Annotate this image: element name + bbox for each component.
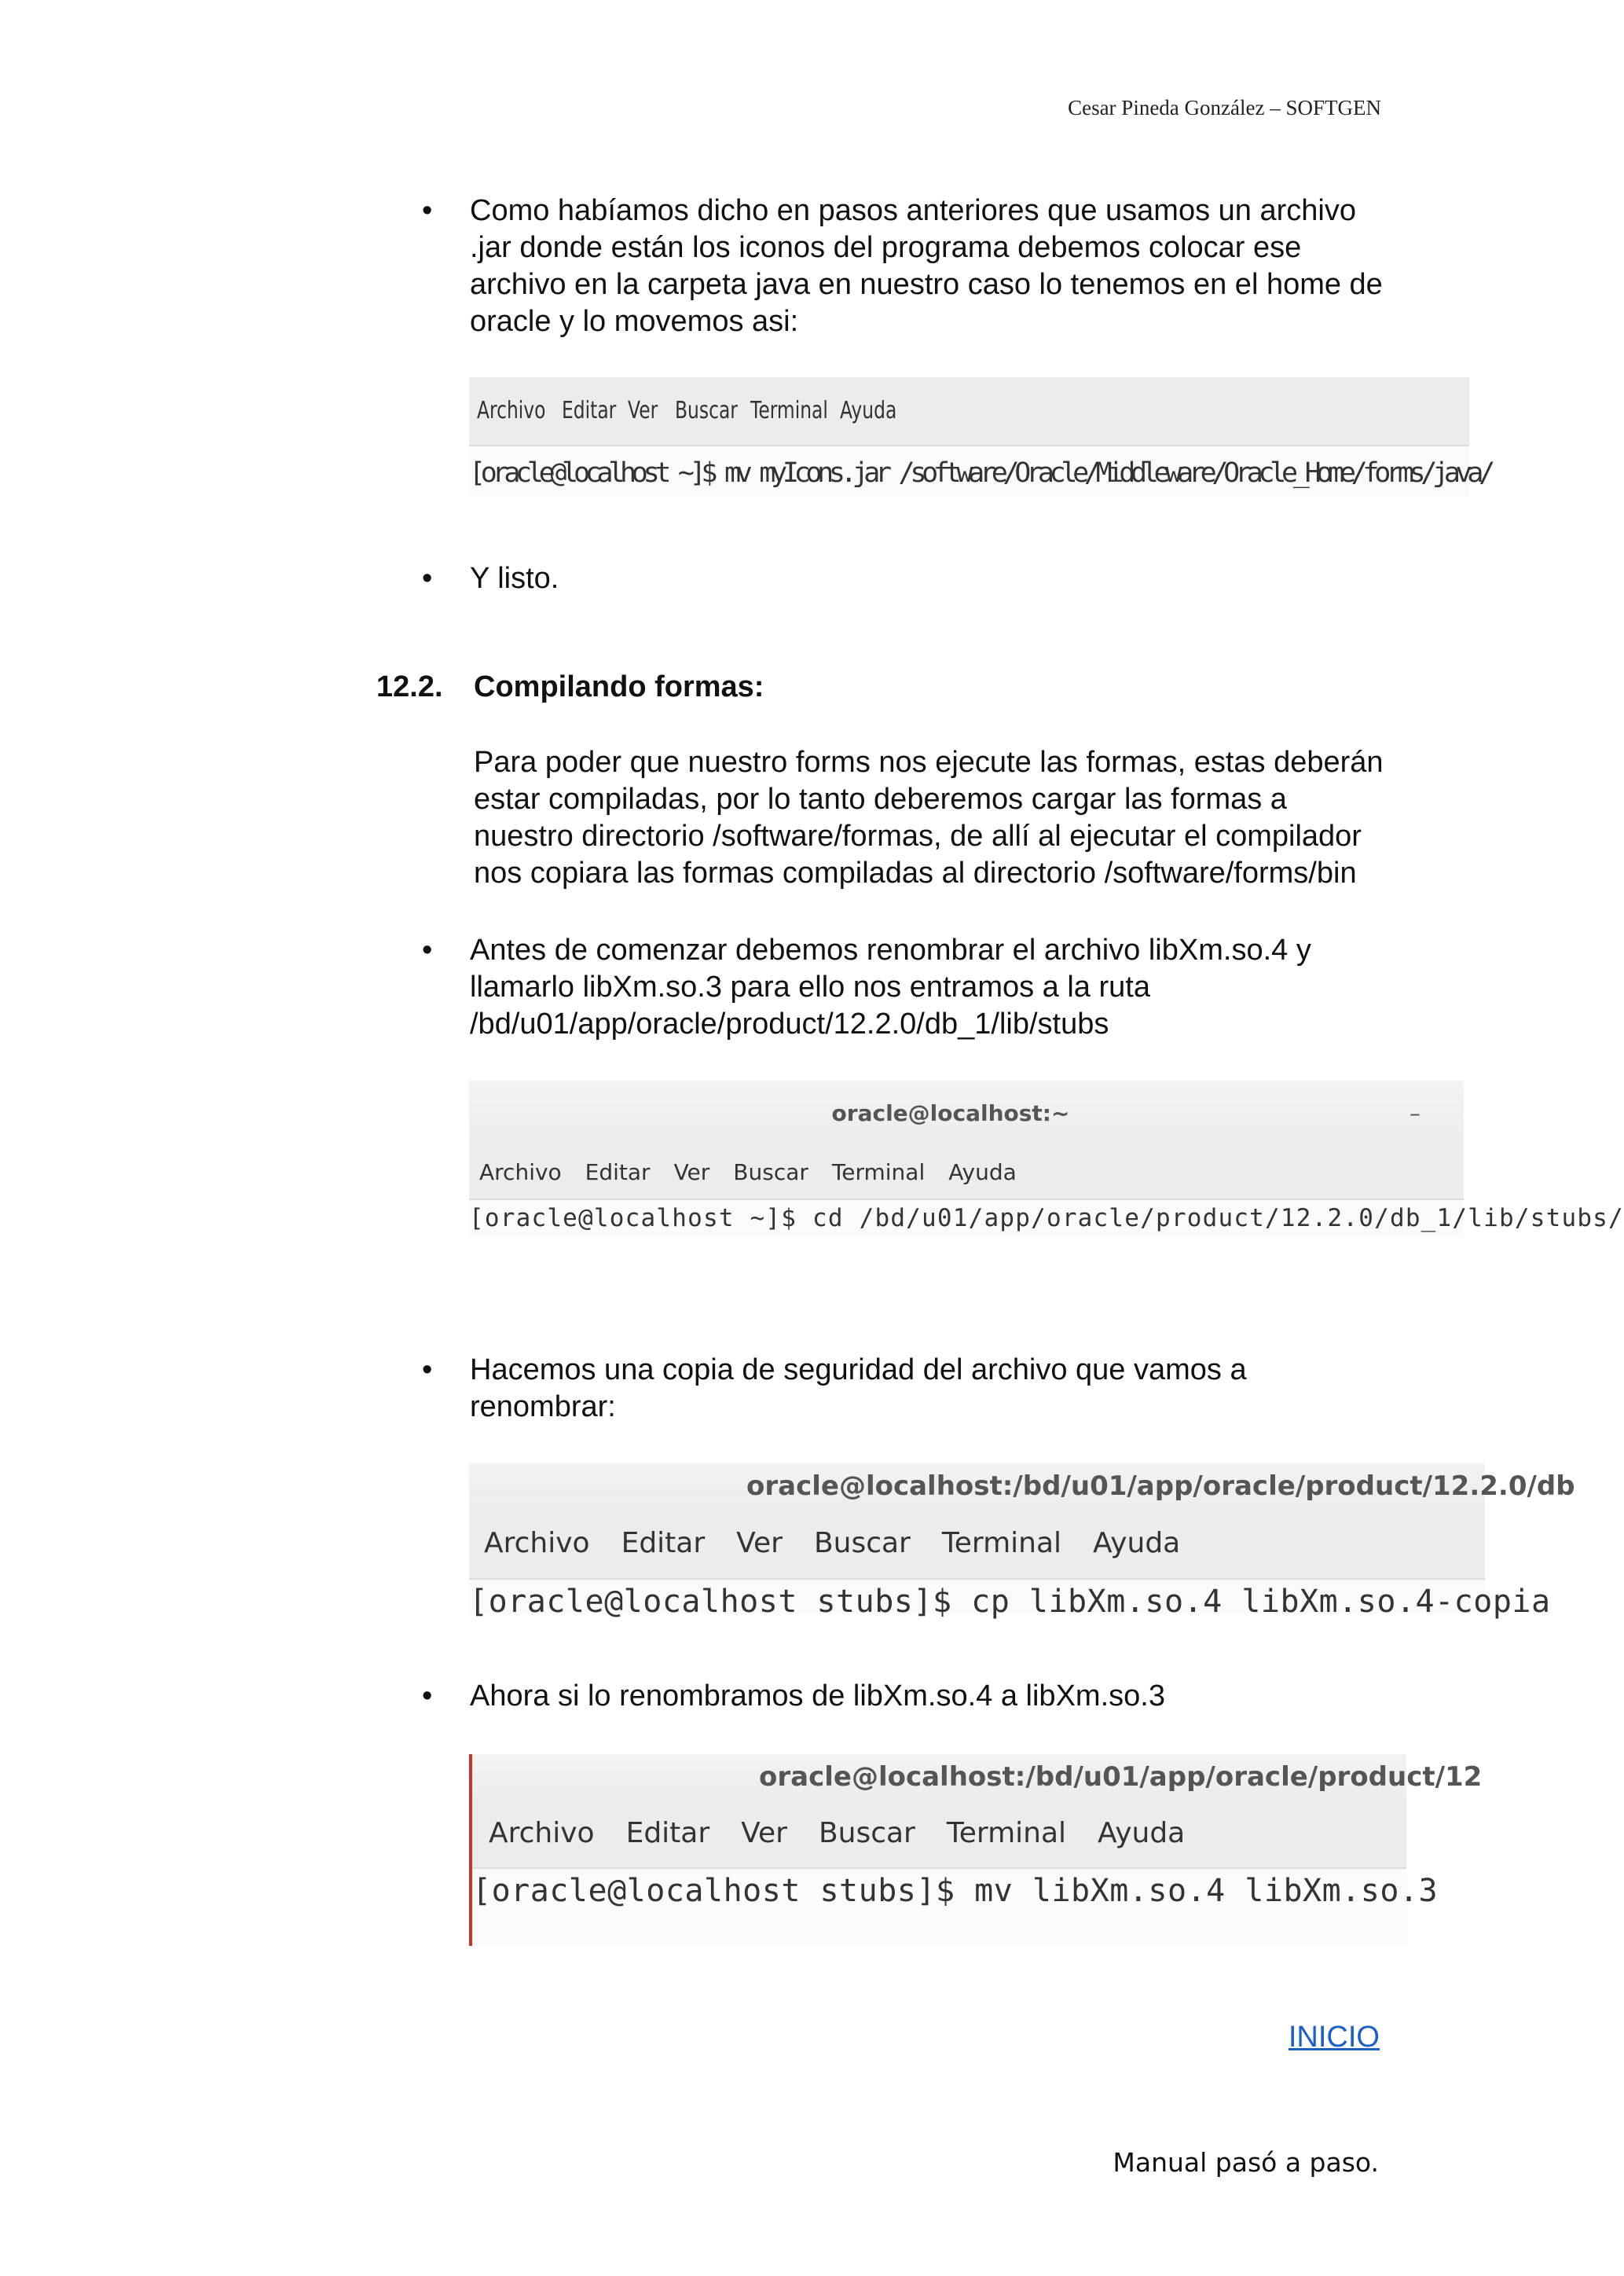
bullet-paragraph-backup <box>470 1352 1247 1426</box>
terminal-screenshot-cd-stubs <box>469 1081 1624 1238</box>
text-line: .jar donde están los iconos del programa debemos colocar ese <box>470 231 1302 264</box>
terminal-menubar <box>472 1800 1406 1869</box>
text-line: Hacemos una copia de seguridad del archivo que vamos a <box>470 1353 1247 1386</box>
menu-buscar: Buscar <box>733 1159 808 1185</box>
terminal-menubar <box>469 1147 1464 1200</box>
terminal-menubar <box>469 1509 1485 1580</box>
menu-terminal: Terminal <box>831 1159 926 1185</box>
menu-ver: Ver <box>741 1817 787 1849</box>
menu-buscar: Buscar <box>818 1817 915 1849</box>
section-intro-paragraph <box>474 744 1384 892</box>
bullet-icon: • <box>422 934 433 967</box>
terminal-screenshot-move-icons <box>469 377 1490 497</box>
menu-ayuda: Ayuda <box>840 397 897 424</box>
menu-terminal: Terminal <box>946 1817 1067 1849</box>
menu-archivo: Archivo <box>477 397 546 424</box>
bullet-paragraph-listo <box>470 560 559 597</box>
menu-ayuda: Ayuda <box>1098 1817 1186 1849</box>
bullet-icon: • <box>422 194 433 227</box>
menu-archivo: Archivo <box>479 1159 562 1185</box>
terminal-command: [oracle@localhost ~]$ mv myIcons.jar /software/Oracle/Middleware/Oracle_Home/forms/java/ <box>469 457 1490 489</box>
page-header-author: Cesar Pineda González – SOFTGEN <box>1068 96 1381 119</box>
menu-ver: Ver <box>673 1159 710 1185</box>
terminal-screenshot-copy <box>469 1463 1575 1620</box>
terminal-menubar <box>469 377 1469 446</box>
page-footer: Manual pasó a paso. <box>1113 2147 1379 2178</box>
menu-ayuda: Ayuda <box>1093 1527 1181 1559</box>
text-line: Para poder que nuestro forms nos ejecute las formas, estas deberán <box>474 746 1384 779</box>
menu-terminal: Terminal <box>750 397 828 424</box>
terminal-screenshot-rename <box>469 1754 1483 1946</box>
inicio-link[interactable]: INICIO <box>1288 2021 1380 2054</box>
bullet-paragraph-rename <box>470 1678 1165 1715</box>
text-line: oracle y lo movemos asi: <box>470 305 799 338</box>
bullet-paragraph-rename-lib <box>470 932 1311 1043</box>
terminal-command: [oracle@localhost stubs]$ cp libXm.so.4 libXm.so.4-copia <box>469 1584 1551 1620</box>
bullet-icon: • <box>422 1679 433 1713</box>
text-line: Como habíamos dicho en pasos anteriores que usamos un archivo <box>470 194 1356 227</box>
text-line: llamarlo libXm.so.3 para ello nos entramos a la ruta <box>470 971 1150 1004</box>
terminal-title: oracle@localhost:~ <box>831 1100 1070 1126</box>
menu-archivo: Archivo <box>484 1527 590 1559</box>
text-line: nuestro directorio /software/formas, de allí al ejecutar el compilador <box>474 820 1362 853</box>
bullet-icon: • <box>422 1353 433 1386</box>
text-line: archivo en la carpeta java en nuestro caso lo tenemos en el home de <box>470 268 1383 301</box>
text-line: nos copiara las formas compiladas al directorio /software/forms/bin <box>474 857 1357 890</box>
menu-ver: Ver <box>736 1527 783 1559</box>
menu-editar: Editar <box>562 397 617 424</box>
menu-ver: Ver <box>628 397 658 424</box>
menu-ayuda: Ayuda <box>948 1159 1017 1185</box>
bullet-paragraph-move-jar <box>470 193 1383 340</box>
text-line: /bd/u01/app/oracle/product/12.2.0/db_1/lib/stubs <box>470 1008 1109 1041</box>
text-line: Ahora si lo renombramos de libXm.so.4 a libXm.so.3 <box>470 1679 1165 1713</box>
terminal-title: oracle@localhost:/bd/u01/app/oracle/product/12.2.0/db <box>746 1470 1575 1502</box>
terminal-titlebar <box>469 1081 1464 1147</box>
text-line: Antes de comenzar debemos renombrar el archivo libXm.so.4 y <box>470 934 1311 967</box>
minimize-icon: – <box>1410 1100 1421 1126</box>
menu-archivo: Archivo <box>489 1817 595 1849</box>
menu-buscar: Buscar <box>675 397 738 424</box>
terminal-titlebar <box>469 1463 1575 1509</box>
section-title: Compilando formas: <box>474 670 764 703</box>
terminal-command: [oracle@localhost stubs]$ mv libXm.so.4 libXm.so.3 <box>472 1873 1439 1909</box>
text-line: Y listo. <box>470 562 559 595</box>
text-line: estar compiladas, por lo tanto deberemos cargar las formas a <box>474 783 1287 816</box>
menu-buscar: Buscar <box>813 1527 911 1559</box>
menu-terminal: Terminal <box>941 1527 1062 1559</box>
menu-editar: Editar <box>625 1817 710 1849</box>
terminal-command: [oracle@localhost ~]$ cd /bd/u01/app/oracle/product/12.2.0/db_1/lib/stubs/ <box>469 1204 1624 1232</box>
text-line: renombrar: <box>470 1390 616 1423</box>
terminal-titlebar <box>472 1754 1483 1800</box>
menu-editar: Editar <box>585 1159 651 1185</box>
menu-editar: Editar <box>621 1527 706 1559</box>
bullet-icon: • <box>422 562 433 595</box>
section-number: 12.2. <box>376 670 443 703</box>
terminal-title: oracle@localhost:/bd/u01/app/oracle/product/12 <box>759 1761 1483 1793</box>
